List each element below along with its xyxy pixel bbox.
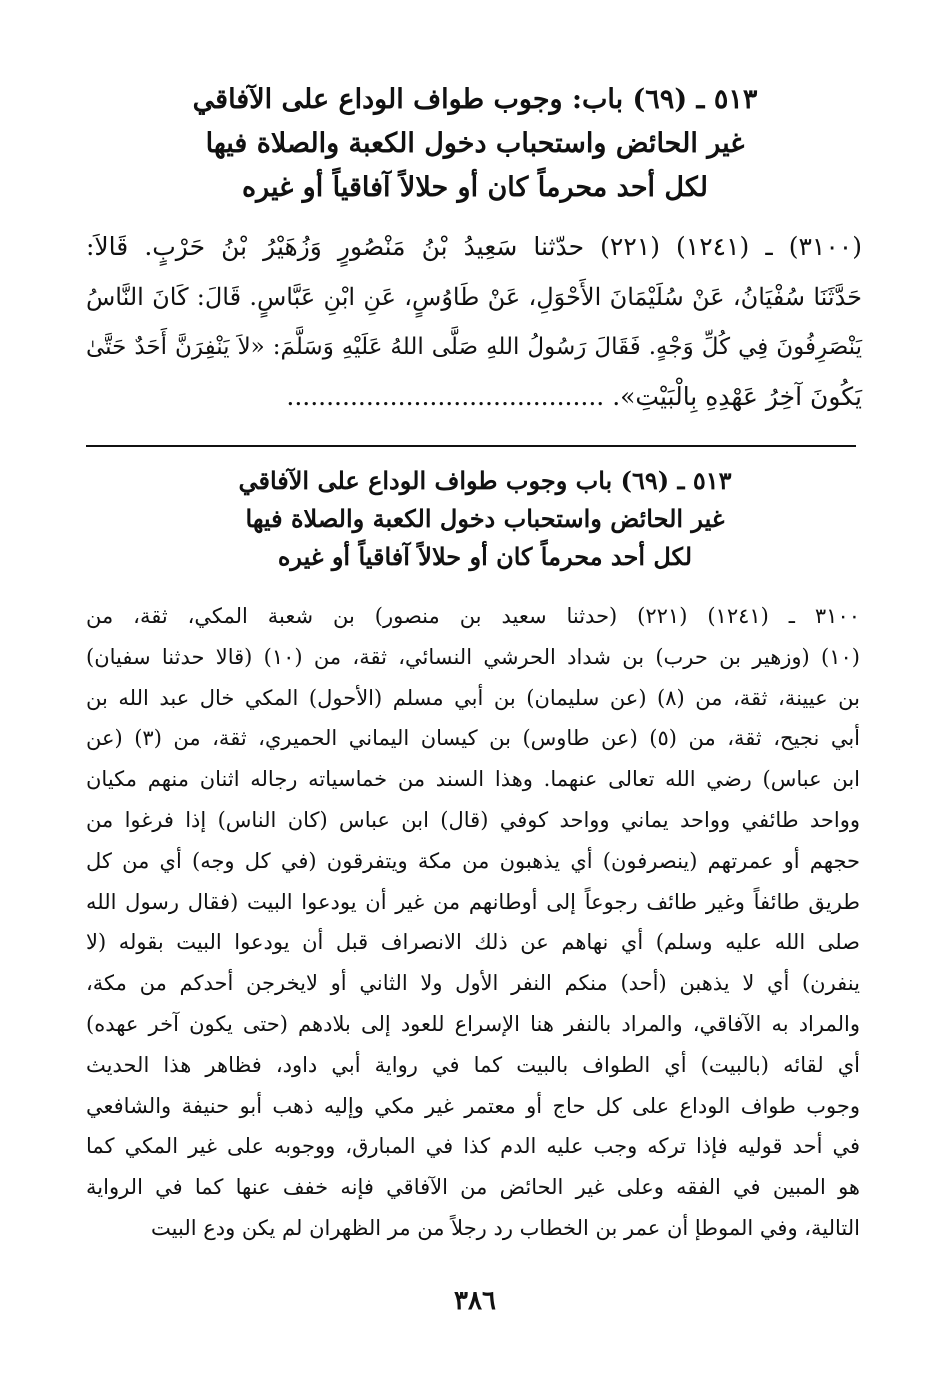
commentary-line: أي لقائه (بالبيت) أي الطواف بالبيت كما في رواية أبي داود، فظاهر هذا الحديث: [86, 1052, 860, 1077]
commentary-text: [86, 596, 860, 1249]
section-divider: [86, 445, 856, 447]
hadith-line: يَنْصَرِفُونَ فِي كُلِّ وَجْهٍ. فَقَالَ رَسُولُ اللهِ صَلَّى اللهُ عَلَيْهِ وَسَلَّمَ: «لاَ يَنْفِرَنَّ أَحَدٌ حَتَّىٰ: [86, 334, 862, 360]
commentary-heading-line: غير الحائض واستحباب دخول الكعبة والصلاة فيها: [245, 504, 725, 533]
commentary-line: أبي نجيح، ثقة، من (٥) (عن طاوس) بن كيسان اليماني الحميري، ثقة، من (٣) (عن: [86, 726, 861, 751]
commentary-line: والمراد به الآفاقي، والمراد بالنفر هنا الإسراع للعود إلى بلادهم (حتى يكون آخر عهده): [86, 1011, 860, 1036]
hadith-text: [86, 222, 862, 422]
chapter-heading: [90, 78, 860, 210]
commentary-line: التالية، وفي الموطإ أن عمر بن الخطاب رد رجلاً من مر الظهران لم يكن ودع البيت: [151, 1215, 860, 1240]
hadith-line: يَكُونَ آخِرُ عَهْدِهِ بِالْبَيْتِ». ........................................: [286, 382, 862, 411]
hadith-line: حَدَّثَنَا سُفْيَانُ، عَنْ سُلَيْمَانَ الأَحْوَلِ، عَنْ طَاوُسٍ، عَنِ ابْنِ عَبَّاسٍ. قَالَ: كَانَ النَّاسُ: [86, 283, 862, 311]
commentary-heading-line: لكل أحد محرماً كان أو حلالاً آفاقياً أو غيره: [277, 542, 693, 571]
chapter-heading-line: لكل أحد محرماً كان أو حلالاً آفاقياً أو غيره: [241, 172, 709, 203]
hadith-line: (٣١٠٠) ـ (١٢٤١) (٢٢١) حدّثنا سَعِيدُ بْنُ مَنْصُورٍ وَزُهَيْرُ بْنُ حَرْبٍ. قَالاَ:: [86, 232, 862, 261]
commentary-line: ينفرن) أي لا يذهبن (أحد) منكم النفر الأول ولا الثاني أو لايخرجن أحدكم من مكة،: [86, 971, 860, 996]
commentary-line: ٣١٠٠ ـ (١٢٤١) (٢٢١) (حدثنا سعيد بن منصور) بن شعبة المكي، ثقة، من: [86, 604, 861, 628]
commentary-line: وواحد طائفي وواحد يماني وواحد كوفي (قال) ابن عباس (كان الناس) إذا فرغوا من: [86, 807, 861, 832]
commentary-line: طريق طائفاً وغير طائف رجوعاً إلى أوطانهم من غير أن يودعوا البيت (فقال رسول الله: [86, 889, 860, 914]
commentary-line: حجهم أو عمرتهم (ينصرفون) أي يذهبون من مكة ويتفرقون (في كل وجه) أي من كل: [86, 848, 860, 873]
chapter-heading-line: غير الحائض واستحباب دخول الكعبة والصلاة فيها: [205, 128, 745, 159]
commentary-line: في أحد قوليه فإذا تركه وجب عليه الدم كذا في المبارق، ووجوبه على غير المكي كما: [86, 1134, 860, 1159]
commentary-line: صلى الله عليه وسلم) أي نهاهم عن ذلك الانصراف قبل أن يودعوا البيت بقوله (لا: [86, 930, 860, 955]
commentary-line: (١٠) (وزهير بن حرب) بن شداد الحرشي النسائي، ثقة، من (١٠) (قالا حدثنا سفيان): [86, 644, 860, 669]
commentary-line: وجوب طواف الوداع على كل حاج أو معتمر غير مكي وإليه ذهب أبو حنيفة والشافعي: [86, 1093, 860, 1118]
chapter-heading-line: ٥١٣ ـ (٦٩) باب: وجوب طواف الوداع على الآفاقي: [192, 84, 758, 115]
commentary-line: بن عيينة، ثقة، من (٨) (عن سليمان) بن أبي مسلم (الأحول) المكي خال عبد الله بن: [86, 685, 860, 710]
commentary-chapter-heading: [120, 462, 850, 576]
commentary-line: ابن عباس) رضي الله تعالى عنهما. وهذا السند من خماسياته رجاله اثنان منهم مكيان: [86, 767, 860, 792]
commentary-heading-line: ٥١٣ ـ (٦٩) باب وجوب طواف الوداع على الآفاقي: [238, 466, 732, 495]
page-number: ٣٨٦: [454, 1286, 496, 1316]
commentary-line: هو المبين في الفقه وعلى غير الحائض من الآفاقي فإنه خفف عنها كما في الرواية: [86, 1175, 860, 1200]
